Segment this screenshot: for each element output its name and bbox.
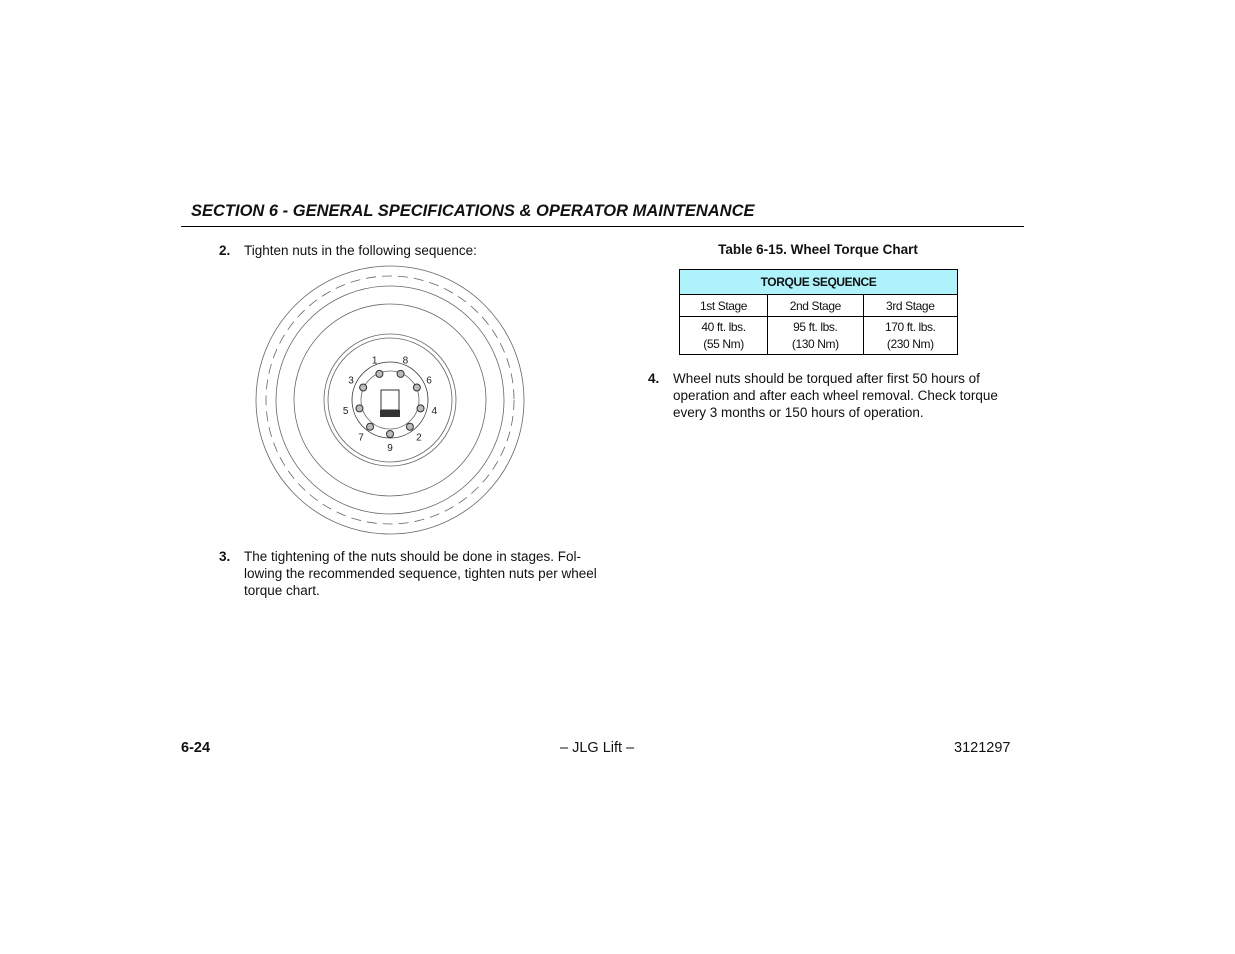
nut-sequence-label: 2 <box>416 432 422 444</box>
page-number: 6-24 <box>181 740 211 756</box>
stage-1-value: 40 ft. lbs. (55 Nm) <box>680 317 768 355</box>
step-number: 2. <box>219 243 231 258</box>
nut-sequence-label: 7 <box>358 432 364 444</box>
doc-number: 3121297 <box>954 740 1011 756</box>
step-text: Wheel nuts should be torqued after first 50 hours of operation and after each wheel removal. Check torque every 3 months or 150 hours of operation. <box>673 371 998 420</box>
lug-nut <box>387 431 394 438</box>
nut-sequence-label: 4 <box>431 405 438 417</box>
lug-nut <box>360 384 367 391</box>
stage-3: 3rd Stage <box>863 295 957 317</box>
nut-sequence-label: 9 <box>387 443 393 454</box>
lug-nut <box>376 370 383 377</box>
stage-3-value: 170 ft. lbs. (230 Nm) <box>863 317 957 355</box>
step-3 <box>219 548 604 599</box>
step-number: 3. <box>219 549 231 564</box>
stage-2-value: 95 ft. lbs. (130 Nm) <box>768 317 863 355</box>
step-2 <box>219 242 604 259</box>
hub-cap <box>381 390 399 410</box>
nut-sequence-label: 5 <box>342 405 349 417</box>
section-title: SECTION 6 - GENERAL SPECIFICATIONS & OPERATOR MAINTENANCE <box>191 202 755 220</box>
nut-sequence-label: 8 <box>402 355 409 367</box>
tire-outer <box>256 266 524 534</box>
nut-sequence-label: 1 <box>371 355 378 367</box>
stage-2: 2nd Stage <box>768 295 863 317</box>
lug-nut <box>417 405 424 412</box>
step-text: Tighten nuts in the following sequence: <box>244 243 477 258</box>
nut-sequence-label: 6 <box>426 375 432 387</box>
lug-nut <box>413 384 420 391</box>
table-caption: Table 6-15. Wheel Torque Chart <box>718 242 918 257</box>
table-header: TORQUE SEQUENCE <box>680 270 958 295</box>
lug-nut <box>367 423 374 430</box>
hub-plate <box>380 410 400 417</box>
wheel-diagram <box>250 260 540 540</box>
nut-sequence-label: 3 <box>348 375 354 387</box>
header-rule <box>181 226 1024 227</box>
lug-nut <box>356 405 363 412</box>
step-number: 4. <box>648 371 660 386</box>
lug-nut <box>406 423 413 430</box>
step-4 <box>648 370 1023 421</box>
lug-nut <box>397 370 404 377</box>
stage-1: 1st Stage <box>680 295 768 317</box>
footer-center: – JLG Lift – <box>560 740 635 756</box>
step-text: The tightening of the nuts should be done in stages. Fol-lowing the recommended sequence, tighten nuts per wheel torque chart. <box>244 549 597 598</box>
torque-table <box>679 269 958 355</box>
